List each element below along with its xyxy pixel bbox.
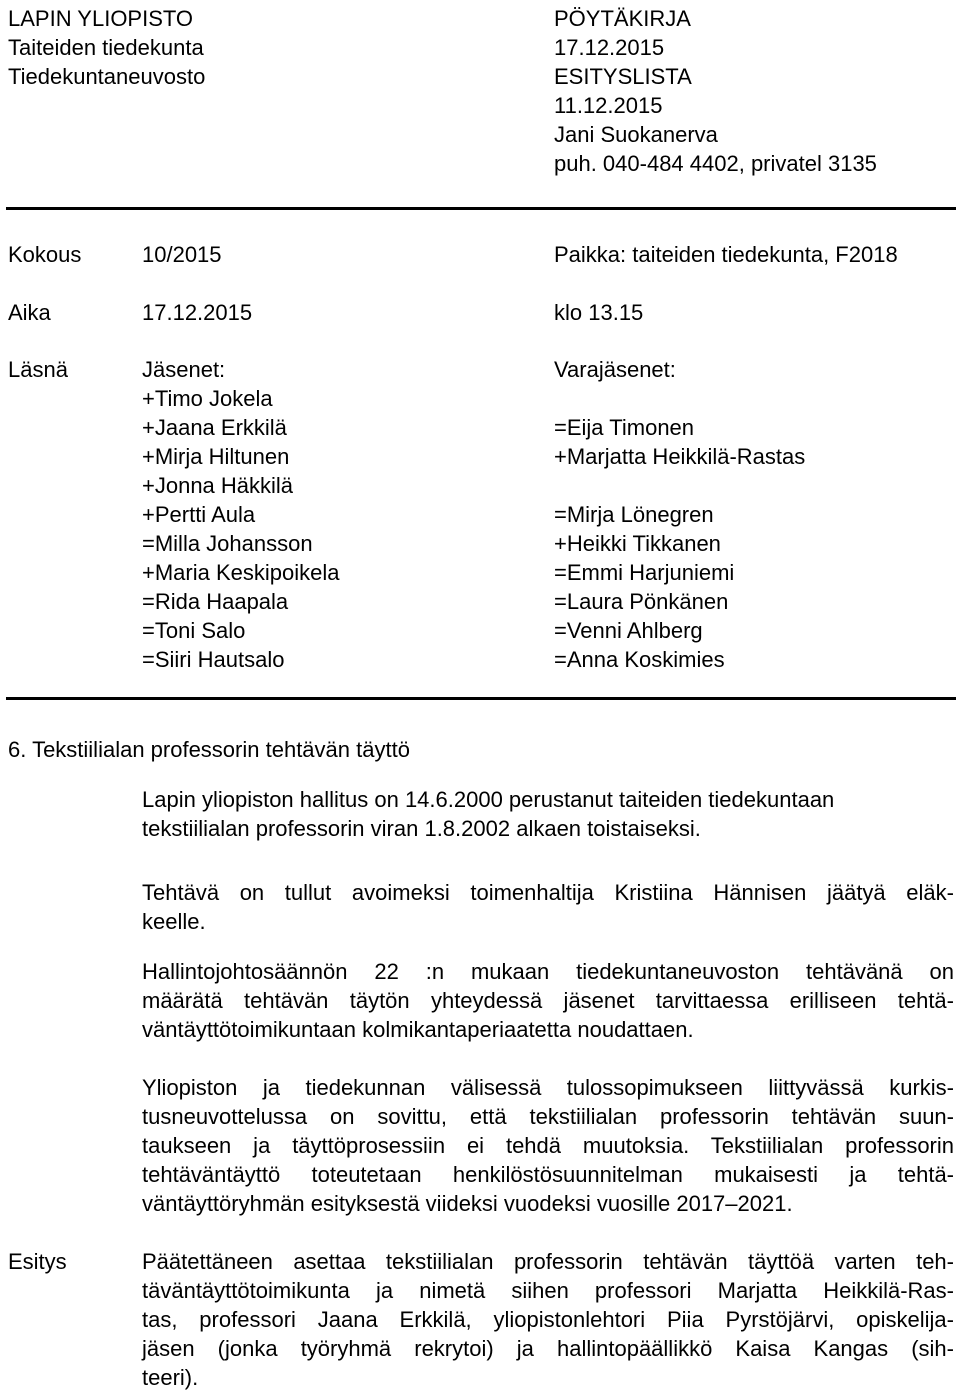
deputies-header: Varajäsenet: [554,357,676,382]
paragraph-line: väntäyttötoimikuntaan kolmikantaperiaatetta noudattaen. [142,1017,694,1042]
deputy: =Venni Ahlberg [554,618,703,643]
aika-value: 17.12.2015 [142,300,253,325]
header-left [8,4,205,91]
member: =Rida Haapala [142,589,289,614]
deputy [554,384,805,413]
deputies-list [554,355,805,674]
kokous-value: 10/2015 [142,242,222,267]
member: =Siiri Hautsalo [142,647,285,672]
paragraph-line: Yliopiston ja tiedekunnan välisessä tulossopimukseen liittyvässä kurkis- [142,1075,954,1100]
item-title: 6. Tekstiilialan professorin tehtävän täyttö [8,737,410,762]
paragraph-line: tas, professori Jaana Erkkilä, yliopistonlehtori Piia Pyrstöjärvi, opiskelija- [142,1307,954,1332]
paragraph-line: Tehtävä on tullut avoimeksi toimenhaltija Kristiina Hännisen jäätyä eläk- [142,880,954,905]
members-header: Jäsenet: [142,357,226,382]
proposal-paragraph [142,1247,954,1392]
paragraph-1 [142,785,954,843]
deputy: +Marjatta Heikkilä-Rastas [554,444,806,469]
paragraph-line: teeri). [142,1365,199,1390]
paragraph-line: täväntäyttötoimikunta ja nimetä siihen professori Marjatta Heikkilä-Ras- [142,1278,954,1303]
deputy: =Mirja Lönegren [554,502,714,527]
member: +Pertti Aula [142,502,256,527]
header-divider [6,207,956,210]
paragraph-3 [142,957,954,1044]
paragraph-line: jäsen (jonka työryhmä rekrytoi) ja hallintopäällikkö Kaisa Kangas (sih- [142,1336,954,1361]
paragraph-line: tehtäväntäyttö toteutetaan henkilöstösuunnitelman mukaisesti ja tehtä- [142,1162,954,1187]
paragraph-2 [142,878,954,936]
paragraph-line: keelle. [142,909,206,934]
paragraph-line: väntäyttöryhmän esityksestä viideksi vuodeksi vuosille 2017–2021. [142,1191,793,1216]
minutes-date: 17.12.2015 [554,35,665,60]
deputy: =Emmi Harjuniemi [554,560,735,585]
deputy: =Eija Timonen [554,415,695,440]
paragraph-line: taukseen ja täyttöprosessiin ei tehdä muutoksia. Tekstiilialan professorin [142,1133,954,1158]
kokous-label: Kokous [8,242,82,267]
paragraph-line: tusneuvottelussa on sovittu, että tekstiilialan professorin tehtävän suun- [142,1104,954,1129]
present-label: Läsnä [8,357,68,382]
members-list [142,355,339,674]
aika-label: Aika [8,300,51,325]
paragraph-line: Päätettäneen asettaa tekstiilialan professorin tehtävän täyttöä varten teh- [142,1249,954,1274]
deputy [554,471,805,500]
meeting-place: Paikka: taiteiden tiedekunta, F2018 [554,242,898,267]
member: =Milla Johansson [142,531,313,556]
paragraph-line: Lapin yliopiston hallitus on 14.6.2000 perustanut taiteiden tiedekuntaan [142,787,835,812]
esitys-label: Esitys [8,1249,67,1274]
paragraph-line: määrätä tehtävän täytön yhteydessä jäsenet tarvittaessa erilliseen tehtä- [142,988,954,1013]
member: +Mirja Hiltunen [142,444,290,469]
meeting-time: klo 13.15 [554,300,644,325]
member: +Jaana Erkkilä [142,415,287,440]
deputy: +Heikki Tikkanen [554,531,721,556]
preparer-phone: puh. 040-484 4402, privatel 3135 [554,151,877,176]
header-right [554,4,877,178]
member: +Jonna Häkkilä [142,473,294,498]
deputy: =Anna Koskimies [554,647,725,672]
doc-type-minutes: PÖYTÄKIRJA [554,6,691,31]
member: +Maria Keskipoikela [142,560,340,585]
attendance-divider [6,697,956,700]
university-name: LAPIN YLIOPISTO [8,6,194,31]
doc-type-agenda: ESITYSLISTA [554,64,692,89]
paragraph-line: tekstiilialan professorin viran 1.8.2002 alkaen toistaiseksi. [142,816,701,841]
faculty-name: Taiteiden tiedekunta [8,35,204,60]
paragraph-line: Hallintojohtosäännön 22 :n mukaan tiedekuntaneuvoston tehtävänä on [142,959,954,984]
member: +Timo Jokela [142,386,273,411]
preparer-name: Jani Suokanerva [554,122,718,147]
paragraph-4 [142,1073,954,1218]
deputy: =Laura Pönkänen [554,589,729,614]
council-name: Tiedekuntaneuvosto [8,64,206,89]
agenda-date: 11.12.2015 [554,93,663,118]
member: =Toni Salo [142,618,246,643]
